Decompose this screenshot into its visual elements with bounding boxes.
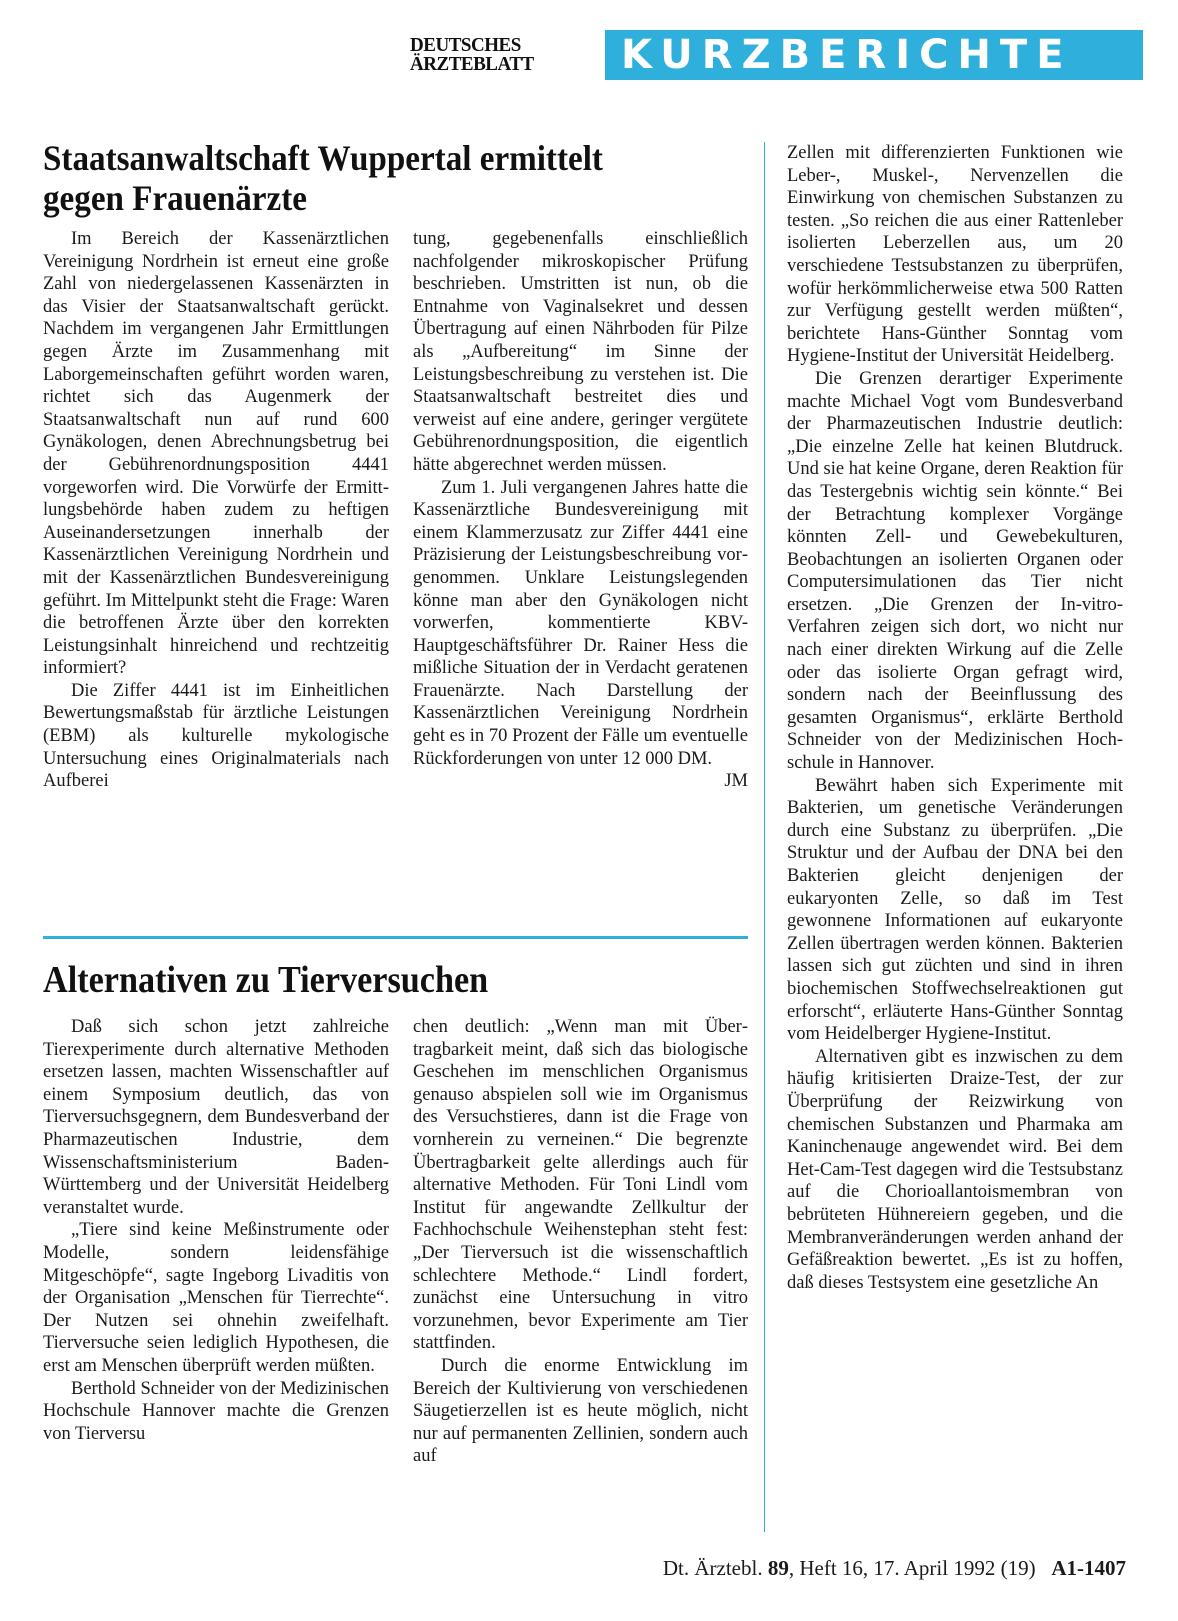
logo-line-2: ÄRZTEBLATT bbox=[410, 53, 534, 75]
article-1-title: Staatsanwaltschaft Wuppertal ermittelt gegen Frauenärzte bbox=[43, 138, 603, 218]
paragraph: Im Bereich der Kassenärztlichen Vereinigung Nordrhein ist erneut eine große Zahl von niedergelassenen Kassenärzten in das Visier der Staatsanwaltschaft gerückt. Nachdem im vergangenen Jahr Ermittlungen gegen Ärzte im Zusammenhang mit Laborgemeinschaften geführt worden waren, richtet sich das Augenmerk der Staatsanwaltschaft nun auf rund 600 Gynäkologen, denen Abrechnungsbetrug bei der Gebührenordnungsposition 4441 vorgeworfen wird. Die Vorwürfe der Ermittlungsbehörde haben zudem zu heftigen Auseinandersetzungen innerhalb der Kassenärztlichen Vereinigung Nordrhein und mit der Kassenärztlichen Bundesvereinigung geführt. Im Mittelpunkt steht die Frage: Waren die betroffenen Ärzte über den korrekten Leistungsinhalt hinreichend und rechtzeitig informiert? bbox=[43, 229, 389, 679]
paragraph: Die Ziffer 4441 ist im Einheitlichen Bewertungsmaßstab für ärztliche Leistungen (EBM) als kulturelle mykologische Untersuchung eines Originalmaterials nach Aufberei bbox=[43, 680, 389, 792]
section-banner: KURZBERICHTE bbox=[605, 30, 1143, 80]
paragraph-text: Zum 1. Juli vergangenen Jahres hatte die Kassenärztliche Bundesvereinigung mit einem Klammerzusatz zur Ziffer 4441 eine Präzisierung der Leistungsbeschreibung vorgenommen. Unklare Leistungslegenden könne man aber den Gynäkologen nicht vorwerfen, kommentierte KBV-Hauptgeschäftsführer Dr. Rainer Hess die mißliche Situation der in Verdacht geratenen Frauenärzte. Nach Darstellung der Kassenärztlichen Vereinigung Nordrhein geht es in 70 Prozent der Fälle um eventuelle Rückforderungen von unter 12 000 DM. bbox=[413, 477, 748, 769]
paragraph: Zellen mit differenzierten Funktionen wie Leber-, Muskel-, Nervenzellen die Einwirkung von chemischen Substanzen zu testen. „So reichen die aus einer Rattenleber isolierten Leberzellen aus, um 20 verschiedene Testsubstanzen zu überprüfen, wofür herkömmlicherweise etwa 500 Ratten zur Verfügung gestellt werden müßten“, berichtete Hans-Günther Sonntag vom Hygiene-Institut der Universität Heidelberg. bbox=[787, 143, 1123, 367]
footer-issue: , Heft 16, 17. April 1992 (19) bbox=[788, 1556, 1036, 1580]
author-signature: JM bbox=[724, 771, 748, 792]
article-2-column-2 bbox=[413, 1016, 748, 1532]
paragraph: „Tiere sind keine Meßinstrumente oder Modelle, sondern leidensfähige Mitgeschöpfe“, sagte Ingeborg Livaditis von der Organisation „Menschen für Tierrechte“. Der Nutzen sei ohnehin zweifelhaft. Tierversuche seien lediglich Hypothesen, die erst am Menschen überprüft werden müßten. bbox=[43, 1220, 389, 1376]
article-1-column-2 bbox=[413, 228, 748, 910]
page-footer bbox=[663, 1556, 1126, 1581]
article-2-title: Alternativen zu Tierversuchen bbox=[43, 959, 489, 1001]
paragraph: Die Grenzen derartiger Experimente machte Michael Vogt vom Bundesverband der Pharmazeutischen Industrie deutlich: „Die einzelne Zelle hat keinen Blutdruck. Und sie hat keine Organe, deren Reaktion für das Testergebnis wichtig sein könnte.“ Bei der Betrachtung komplexer Vorgänge könnten Zell- und Gewebekulturen, Beobachtungen an isolierten Organen oder Computersimulationen das Tier nicht ersetzen. „Die Grenzen der In-vitro-Verfahren zeigen sich dort, wo nicht nur nach einer direkten Wirkung auf die Zelle oder das isolierte Organ gefragt wird, sondern nach der Beeinflussung des gesamten Organismus“, erklärte Berthold Schneider von der Medizinischen Hochschule in Hannover. bbox=[787, 368, 1123, 774]
paragraph: Daß sich schon jetzt zahlreiche Tierexperimente durch alternative Methoden ersetzen lassen, machten Wissenschaftler auf einem Symposium deutlich, das von Tierversuchsgegnern, dem Bundesverband der Pharmazeutischen Industrie, dem Wissenschaftsministerium Baden-Württemberg und der Universität Heidelberg veranstaltet wurde. bbox=[43, 1017, 389, 1218]
article-1-column-1 bbox=[43, 228, 389, 910]
paragraph: Alternativen gibt es inzwischen zu dem häufig kritisierten Draize-Test, der zur Überprüfung der Reizwirkung von chemischen Substanzen und Pharmaka am Kaninchenauge angewendet wird. Bei dem Het-Cam-Test dagegen wird die Testsubstanz auf die Chorioallantoismembran von bebrüteten Hühnereiern gegeben, und die Membranveränderungen werden anhand der Gefäßreaktion bewertet. „Es ist zu hoffen, daß dieses Testsystem eine gesetzliche An bbox=[787, 1046, 1123, 1293]
article-2-column-1 bbox=[43, 1016, 389, 1532]
paragraph: Bewährt haben sich Experimente mit Bakterien, um genetische Veränderungen durch eine Substanz zu überprüfen. „Die Struktur und der Aufbau der DNA bei den Bakterien gleicht denjenigen der eukaryonten Zelle, so daß im Test gewonnene Informationen auf eukaryonte Zellen übertragen werden können. Bakterien lassen sich gut züchten und sind in ihren biochemischen Stoffwechselreaktionen gut erforscht“, erläuterte Hans-Günther Sonntag vom Heidelberger Hygiene-Institut. bbox=[787, 775, 1123, 1045]
paragraph: Berthold Schneider von der Medizinischen Hochschule Hannover machte die Grenzen von Tierversu bbox=[43, 1378, 389, 1444]
masthead bbox=[410, 30, 1073, 80]
logo-line-1: DEUTSCHES bbox=[410, 34, 521, 56]
article-divider bbox=[43, 936, 748, 939]
footer-page-number: A1-1407 bbox=[1051, 1556, 1126, 1580]
article-2-column-3 bbox=[787, 142, 1123, 1532]
paragraph: Durch die enorme Entwicklung im Bereich der Kultivierung von verschiedenen Säugetierzellen ist es heute möglich, nicht nur auf permanenten Zellinien, sondern auch auf bbox=[413, 1355, 748, 1467]
paragraph: tung, gegebenenfalls einschließlich nachfolgender mikroskopischer Prüfung beschrieben. Umstritten ist nun, ob die Entnahme von Vaginalsekret und dessen Übertragung auf einen Nährboden für Pilze als „Aufbereitung“ im Sinne der Leistungsbeschreibung zu verstehen ist. Die Staatsanwaltschaft bestreitet dies und verweist auf eine andere, geringer vergütete Gebührenordnungsposition, die eigentlich hätte abgerechnet werden müssen. bbox=[413, 229, 748, 475]
column-rule bbox=[764, 142, 765, 1532]
footer-journal: Dt. Ärztebl. bbox=[662, 1556, 763, 1580]
paragraph bbox=[413, 477, 748, 792]
footer-volume: 89 bbox=[767, 1556, 789, 1580]
journal-logo bbox=[410, 36, 581, 74]
paragraph: chen deutlich: „Wenn man mit Übertragbarkeit meint, daß sich das biologische Geschehen im menschlichen Organismus genauso abspielen soll wie im Organismus des Versuchstieres, dann ist die Frage von vornherein zu verneinen.“ Die begrenzte Übertragbarkeit gelte allerdings auch für alternative Methoden. Für Toni Lindl vom Institut für angewandte Zellkultur der Fachhochschule Weihenstephan steht fest: „Der Tierversuch ist die wissenschaftlich schlechtere Methode.“ Lindl fordert, zunächst eine Untersuchung in vitro vorzunehmen, bevor Experimente am Tier stattfinden. bbox=[413, 1017, 748, 1354]
